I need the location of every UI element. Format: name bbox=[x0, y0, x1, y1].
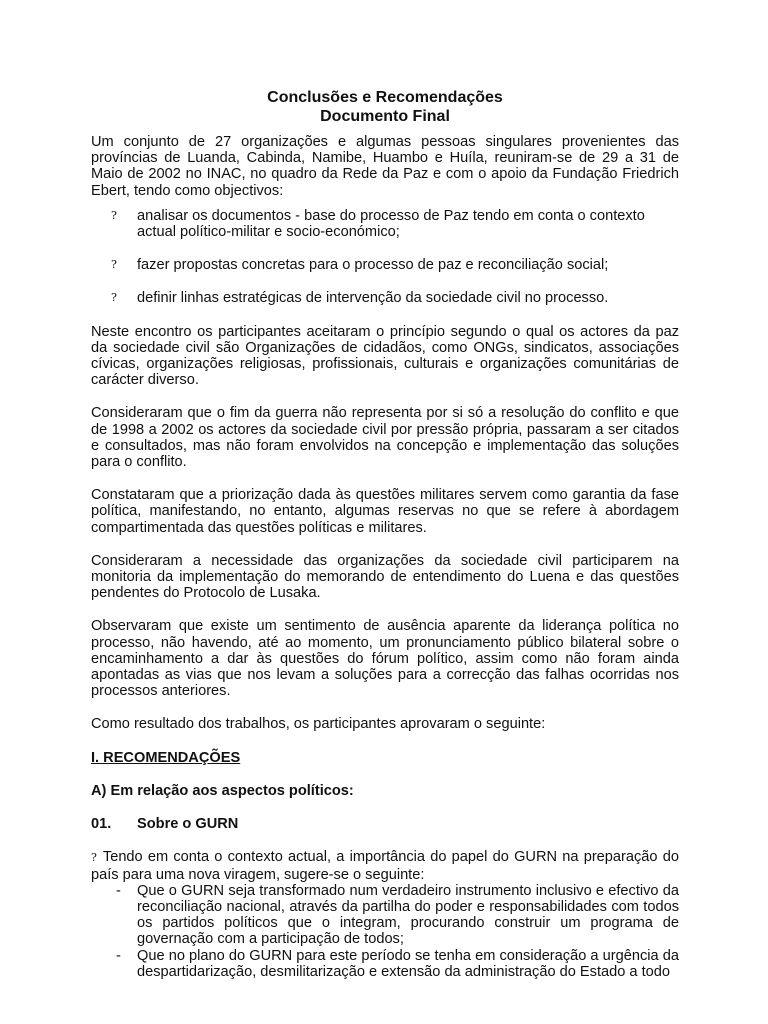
item-heading bbox=[91, 816, 679, 832]
gurn-intro-text: Tendo em conta o contexto actual, a importância do papel do GURN na preparação do país para uma nova viragem, sugere-se o seguinte: bbox=[91, 849, 679, 883]
body-paragraph: Consideraram que o fim da guerra não representa por si só a resolução do conflito e que de 1998 a 2002 os actores da sociedade civil por pressão própria, passaram a ser citados e consultados, mas não foram envolvidos na concepção e implementação das soluções para o conflito. bbox=[91, 405, 679, 471]
dash-bullet: - bbox=[116, 947, 121, 964]
subsection-heading: A) Em relação aos aspectos políticos: bbox=[91, 782, 354, 799]
objective-text: analisar os documentos - base do processo de Paz tendo em conta o contexto actual político-militar e socio-económico; bbox=[137, 207, 645, 241]
objective-item bbox=[91, 290, 679, 306]
body-paragraph: Como resultado dos trabalhos, os participantes aprovaram o seguinte: bbox=[91, 716, 546, 733]
title-line-2: Documento Final bbox=[320, 108, 450, 125]
item-number: 01. bbox=[91, 816, 112, 833]
title-line-1: Conclusões e Recomendações bbox=[267, 89, 503, 106]
objective-text: definir linhas estratégicas de intervenção da sociedade civil no processo. bbox=[137, 290, 609, 307]
gurn-point-text: Que no plano do GURN para este período se tenha em consideração a urgência da despartidarização, desmilitarização e extensão da administração do Estado a todo bbox=[137, 947, 679, 980]
section-heading: I. RECOMENDAÇÕES bbox=[91, 749, 241, 766]
gurn-point bbox=[91, 948, 679, 980]
intro-paragraph: Um conjunto de 27 organizações e algumas pessoas singulares provenientes das províncias de Luanda, Cabinda, Namibe, Huambo e Huíla, reuniram-se de 29 a 31 de Maio de 2002 no INAC, no quadro da Rede da Paz e com o apoio da Fundação Friedrich Ebert, tendo como objectivos: bbox=[91, 134, 679, 199]
bullet-placeholder-icon: ? bbox=[111, 208, 117, 222]
gurn-intro bbox=[91, 849, 679, 882]
body-paragraph: Observaram que existe um sentimento de ausência aparente da liderança política no processo, não havendo, até ao momento, um pronunciamento público bilateral sobre o encaminhamento a dar às questões do fórum político, assim como não foram ainda apontadas as vias que nos levam a soluções para a correcção das falhas ocorridas nos processos anteriores. bbox=[91, 618, 679, 700]
bullet-placeholder-icon: ? bbox=[111, 258, 117, 272]
gurn-points-list bbox=[91, 883, 679, 980]
body-paragraph: Neste encontro os participantes aceitaram o princípio segundo o qual os actores da paz da sociedade civil são Organizações de cidadãos, como ONGs, sindicatos, associações cívicas, organizações religiosas, profissionais, culturais e organizações comunitárias de carácter diverso. bbox=[91, 323, 679, 389]
gurn-point-text: Que o GURN seja transformado num verdadeiro instrumento inclusivo e efectivo da reconciliação nacional, através da partilha do poder e responsabilidades com todos os partidos políticos que o integram, procurando construir um programa de governação com a participação de todos; bbox=[137, 882, 679, 948]
document-title bbox=[91, 88, 679, 126]
objectives-list bbox=[91, 208, 679, 307]
dash-bullet: - bbox=[116, 882, 121, 899]
objective-item bbox=[91, 208, 679, 240]
bullet-placeholder-icon: ? bbox=[91, 851, 97, 865]
gurn-point bbox=[91, 883, 679, 948]
body-paragraph: Consideraram a necessidade das organizações da sociedade civil participarem na monitoria da implementação do memorando de entendimento do Luena e das questões pendentes do Protocolo de Lusaka. bbox=[91, 552, 679, 602]
bullet-placeholder-icon: ? bbox=[111, 291, 117, 305]
item-title: Sobre o GURN bbox=[137, 816, 239, 833]
objective-item bbox=[91, 257, 679, 273]
objective-text: fazer propostas concretas para o processo de paz e reconciliação social; bbox=[137, 257, 609, 274]
body-paragraph: Constataram que a priorização dada às questões militares servem como garantia da fase política, manifestando, no entanto, algumas reservas no que se refere à abordagem compartimentada das questões políticas e militares. bbox=[91, 487, 679, 536]
